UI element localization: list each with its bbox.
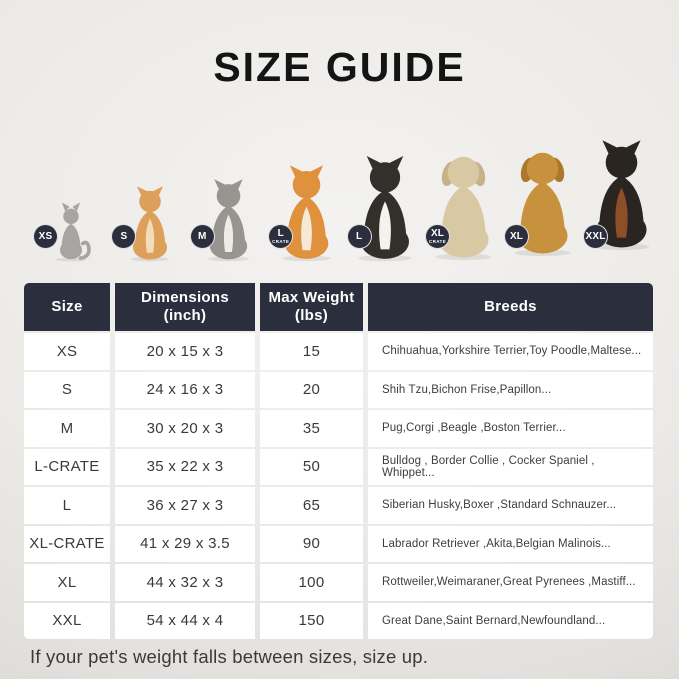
cell-max-weight: 65: [260, 487, 363, 524]
header-cell-max-weight: Max Weight (lbs): [260, 283, 363, 331]
animal-golden-retriever: [503, 141, 582, 262]
cell-size: S: [24, 372, 110, 409]
cell-dimensions: 54 x 44 x 4: [115, 603, 255, 640]
cell-breeds: Pug,Corgi ,Beagle ,Boston Terrier...: [368, 410, 653, 447]
table-row: [24, 372, 653, 409]
pomeranian-illustration: [123, 186, 177, 262]
cell-dimensions: 20 x 15 x 3: [115, 333, 255, 370]
table-row: [24, 603, 653, 640]
animal-cat: [32, 200, 110, 262]
size-badge-label: XS: [38, 230, 53, 242]
animal-pomeranian: [110, 186, 188, 262]
cell-breeds: Siberian Husky,Boxer ,Standard Schnauzer...: [368, 487, 653, 524]
size-badge-sub: CRATE: [272, 238, 290, 244]
animal-doberman: [582, 129, 661, 262]
size-badge-sub: CRATE: [428, 238, 447, 244]
animal-french-bulldog: [189, 179, 267, 262]
header-dimensions-label: Dimensions: [140, 289, 230, 307]
cell-dimensions: 30 x 20 x 3: [115, 410, 255, 447]
cell-max-weight: 150: [260, 603, 363, 640]
size-badge: [33, 224, 58, 249]
animal-labrador: [424, 149, 503, 262]
cell-max-weight: 15: [260, 333, 363, 370]
table-row: [24, 526, 653, 563]
table-row: [24, 410, 653, 447]
header-breeds-label: Breeds: [484, 298, 537, 316]
size-badge: [190, 224, 215, 249]
cell-size: L-CRATE: [24, 449, 110, 486]
header-size-label: Size: [51, 298, 83, 316]
cell-size: XL-CRATE: [24, 526, 110, 563]
size-badge: [425, 224, 450, 249]
table-row: [24, 487, 653, 524]
size-badge-label: S: [120, 230, 128, 242]
cell-dimensions: 35 x 22 x 3: [115, 449, 255, 486]
footnote: If your pet's weight falls between sizes, size up.: [30, 646, 429, 667]
cell-breeds: Bulldog , Border Collie , Cocker Spaniel , Whippet...: [368, 449, 653, 486]
cell-size: M: [24, 410, 110, 447]
size-badge: [504, 224, 529, 249]
size-badge-label: L: [355, 230, 363, 242]
cell-dimensions: 36 x 27 x 3: [115, 487, 255, 524]
cell-max-weight: 100: [260, 564, 363, 601]
header-cell-size: [24, 283, 110, 331]
cell-max-weight: 20: [260, 372, 363, 409]
size-badge: [347, 224, 372, 249]
cell-dimensions: 24 x 16 x 3: [115, 372, 255, 409]
cell-size: XS: [24, 333, 110, 370]
cell-breeds: Rottweiler,Weimaraner,Great Pyrenees ,Mastiff...: [368, 564, 653, 601]
size-badge-label: XXL: [585, 230, 606, 242]
cell-max-weight: 35: [260, 410, 363, 447]
animal-border-collie: [346, 156, 424, 262]
cell-breeds: Chihuahua,Yorkshire Terrier,Toy Poodle,Maltese...: [368, 333, 653, 370]
cell-breeds: Shih Tzu,Bichon Frise,Papillon...: [368, 372, 653, 409]
size-badge-label: L: [277, 227, 284, 239]
header-cell-dimensions: Dimensions (inch): [115, 283, 255, 331]
cell-max-weight: 50: [260, 449, 363, 486]
size-table: [24, 283, 653, 639]
table-row: [24, 449, 653, 486]
table-row: [24, 564, 653, 601]
cell-max-weight: 90: [260, 526, 363, 563]
header-cell-breeds: [368, 283, 653, 331]
size-badge: [583, 224, 608, 249]
cell-size: L: [24, 487, 110, 524]
page-title: SIZE GUIDE: [213, 44, 466, 90]
size-badge-label: M: [198, 230, 207, 242]
table-row: [24, 333, 653, 370]
cell-dimensions: 44 x 32 x 3: [115, 564, 255, 601]
animal-shiba-inu: [267, 165, 345, 262]
cell-breeds: Great Dane,Saint Bernard,Newfoundland...: [368, 603, 653, 640]
table-header-row: [24, 283, 653, 331]
header-max-weight-label: Max Weight: [268, 289, 355, 307]
cell-size: XXL: [24, 603, 110, 640]
size-badge-label: XL: [430, 227, 445, 239]
cell-size: XL: [24, 564, 110, 601]
cell-breeds: Labrador Retriever ,Akita,Belgian Malinois...: [368, 526, 653, 563]
cell-dimensions: 41 x 29 x 3.5: [115, 526, 255, 563]
animals-row: [32, 118, 661, 262]
french-bulldog-illustration: [199, 179, 258, 262]
size-badge-label: XL: [509, 230, 524, 242]
